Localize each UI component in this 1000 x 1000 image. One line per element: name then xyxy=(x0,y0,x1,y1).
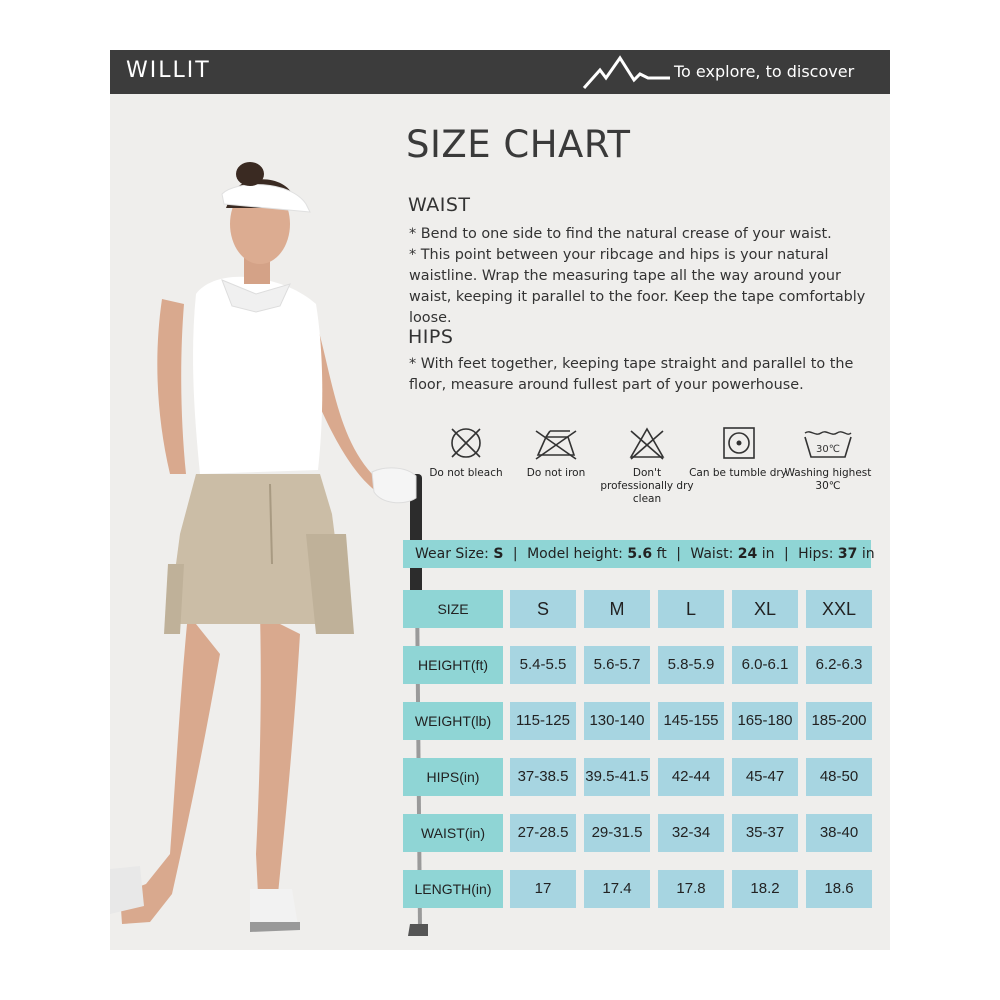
table-cell: 27-28.5 xyxy=(510,814,576,852)
waist-line-2: * This point between your ribcage and hips is your natural waistline. Wrap the measuring tape all the way around your waist, keeping it parallel to the foor. Keep the tape comfortably loose. xyxy=(409,247,866,326)
table-cell: 45-47 xyxy=(732,758,798,796)
model-hips-value: 37 xyxy=(837,546,858,562)
model-hips-unit: in xyxy=(861,546,875,562)
table-cell: 17.4 xyxy=(584,870,650,908)
table-cell: 29-31.5 xyxy=(584,814,650,852)
table-cell: 37-38.5 xyxy=(510,758,576,796)
no-dry-clean-icon xyxy=(627,425,667,461)
model-waist-value: 24 xyxy=(737,546,758,562)
row-header: WEIGHT(lb) xyxy=(403,702,503,740)
table-cell: 165-180 xyxy=(732,702,798,740)
table-cell: 18.6 xyxy=(806,870,872,908)
table-cell: 5.8-5.9 xyxy=(658,646,724,684)
table-row-size xyxy=(403,590,873,628)
care-label: Do not iron xyxy=(526,467,586,479)
table-cell: 42-44 xyxy=(658,758,724,796)
table-cell: 17 xyxy=(510,870,576,908)
table-cell: 32-34 xyxy=(658,814,724,852)
table-cell: 6.0-6.1 xyxy=(732,646,798,684)
model-waist-unit: in xyxy=(761,546,775,562)
table-row-weight xyxy=(403,702,873,740)
waist-instructions xyxy=(409,224,884,329)
care-label: Don't professionally dry clean xyxy=(600,467,694,505)
table-cell: XL xyxy=(732,590,798,628)
table-cell: 130-140 xyxy=(584,702,650,740)
model-photo xyxy=(110,94,440,950)
care-label: Can be tumble dry xyxy=(689,467,787,479)
care-label: Do not bleach xyxy=(429,467,503,479)
row-header: SIZE xyxy=(403,590,503,628)
model-wear-info xyxy=(403,540,875,568)
mountain-icon xyxy=(582,52,672,92)
page-title: SIZE CHART xyxy=(406,123,631,166)
row-header: WAIST(in) xyxy=(403,814,503,852)
table-cell: 38-40 xyxy=(806,814,872,852)
waist-line-1: * Bend to one side to find the natural crease of your waist. xyxy=(409,226,832,242)
care-item-tumble-dry xyxy=(688,425,788,480)
care-item-no-bleach xyxy=(416,425,516,480)
table-cell: 17.8 xyxy=(658,870,724,908)
table-cell: 185-200 xyxy=(806,702,872,740)
table-cell: XXL xyxy=(806,590,872,628)
tumble-dry-icon xyxy=(718,425,758,461)
model-waist-label: Waist: xyxy=(690,546,734,562)
table-row-waist xyxy=(403,814,873,852)
table-cell: 5.4-5.5 xyxy=(510,646,576,684)
waist-heading: WAIST xyxy=(408,194,471,216)
table-cell: 115-125 xyxy=(510,702,576,740)
table-cell: S xyxy=(510,590,576,628)
table-row-height xyxy=(403,646,873,684)
brand-name: WILLIT xyxy=(126,58,211,83)
row-header: HEIGHT(ft) xyxy=(403,646,503,684)
table-cell: 35-37 xyxy=(732,814,798,852)
wash-temp: 30℃ xyxy=(816,444,840,455)
hips-line-1: * With feet together, keeping tape straight and parallel to the floor, measure around fullest part of your powerhouse. xyxy=(409,356,854,393)
table-cell: 39.5-41.5 xyxy=(584,758,650,796)
brand-bar xyxy=(110,50,890,94)
wear-size-label: Wear Size: xyxy=(415,546,489,562)
table-cell: 6.2-6.3 xyxy=(806,646,872,684)
hips-instructions xyxy=(409,354,884,396)
row-header: HIPS(in) xyxy=(403,758,503,796)
care-item-no-dry-clean xyxy=(597,425,697,506)
size-chart-card xyxy=(110,50,890,950)
model-height-label: Model height: xyxy=(527,546,623,562)
separator: | xyxy=(512,546,518,562)
wash-30-icon xyxy=(801,425,855,461)
model-height-value: 5.6 xyxy=(627,546,653,562)
no-iron-icon xyxy=(532,425,580,461)
wear-size-value: S xyxy=(493,546,504,562)
row-header: LENGTH(in) xyxy=(403,870,503,908)
table-cell: M xyxy=(584,590,650,628)
separator: | xyxy=(783,546,789,562)
table-cell: 5.6-5.7 xyxy=(584,646,650,684)
care-item-wash-30 xyxy=(778,425,878,493)
hips-heading: HIPS xyxy=(408,326,454,348)
brand-slogan: To explore, to discover xyxy=(674,62,855,81)
no-bleach-icon xyxy=(446,425,486,461)
table-cell: 18.2 xyxy=(732,870,798,908)
care-label: Washing highest 30℃ xyxy=(784,467,872,492)
separator: | xyxy=(676,546,681,562)
table-cell: 48-50 xyxy=(806,758,872,796)
model-hips-label: Hips: xyxy=(798,546,834,562)
table-cell: 145-155 xyxy=(658,702,724,740)
care-item-no-iron xyxy=(506,425,606,480)
model-height-unit: ft xyxy=(656,546,667,562)
table-cell: L xyxy=(658,590,724,628)
table-row-hips xyxy=(403,758,873,796)
table-row-length xyxy=(403,870,873,908)
